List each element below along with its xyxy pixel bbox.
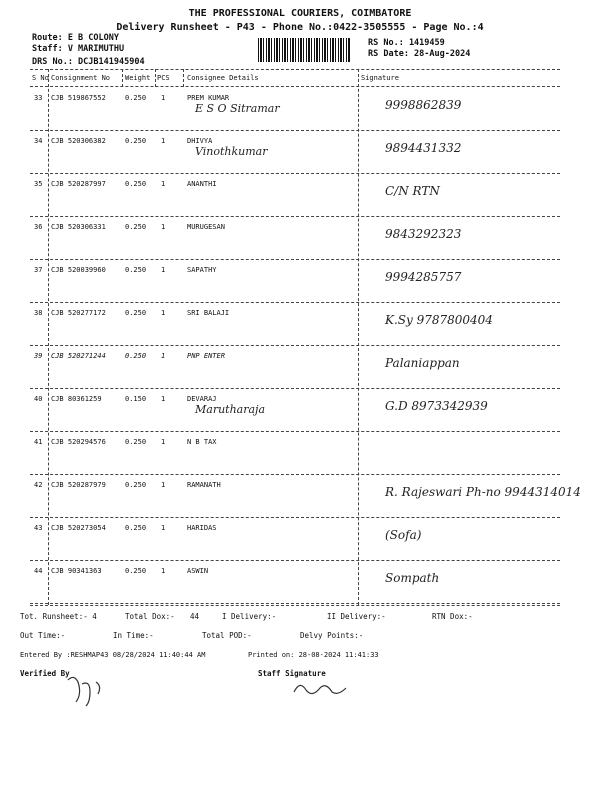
row-consignee: N B TAX (187, 438, 217, 446)
ii-delivery: II Delivery:- (327, 612, 386, 621)
row-sno: 35 (34, 180, 43, 188)
header-signature: Signature (361, 74, 399, 82)
col-divider (48, 69, 49, 605)
row-consignment-no: CJB 90341363 (51, 567, 102, 575)
row-pcs: 1 (161, 309, 166, 317)
row-weight: 0.250 (125, 309, 147, 317)
row-sno: 37 (34, 266, 43, 274)
row-consignee: DHIVYA (187, 137, 213, 145)
route-label: Route: E B COLONY (32, 33, 119, 43)
row-pcs: 1 (161, 223, 166, 231)
row-sno: 36 (34, 223, 43, 231)
row-pcs: 1 (161, 137, 166, 145)
barcode-image (258, 38, 350, 62)
row-consignee: DEVARAJ (187, 395, 217, 403)
rs-date: RS Date: 28-Aug-2024 (368, 49, 471, 59)
total-dox-label: Total Dox:- (125, 612, 175, 621)
row-consignment-no: CJB 519867552 (51, 94, 106, 102)
row-divider (30, 302, 560, 303)
row-consignment-no: CJB 520306331 (51, 223, 106, 231)
row-pcs: 1 (161, 94, 166, 102)
row-signature: 9894431332 (385, 141, 462, 155)
row-sno: 34 (34, 137, 43, 145)
row-consignee: ANANTHI (187, 180, 217, 188)
row-divider (30, 474, 560, 475)
row-signature: Palaniappan (385, 356, 460, 370)
drs-number: DRS No.: DCJB141945904 (32, 57, 145, 67)
row-consignment-no: CJB 520273054 (51, 524, 106, 532)
row-weight: 0.250 (125, 137, 147, 145)
row-signature: (Sofa) (385, 528, 422, 542)
total-pod: Total POD:- (202, 631, 252, 640)
row-weight: 0.250 (125, 352, 147, 360)
row-weight: 0.250 (125, 223, 147, 231)
row-weight: 0.250 (125, 180, 147, 188)
row-sno: 38 (34, 309, 43, 317)
row-divider (30, 560, 560, 561)
delvy-points: Delvy Points:- (300, 631, 364, 640)
out-time: Out Time:- (20, 631, 66, 640)
table-header-border (30, 86, 560, 87)
row-consignment-no: CJB 80361259 (51, 395, 102, 403)
row-consignment-no: CJB 520294576 (51, 438, 106, 446)
row-sno: 44 (34, 567, 43, 575)
row-pcs: 1 (161, 524, 166, 532)
row-divider (30, 517, 560, 518)
col-divider (122, 69, 123, 87)
row-signature: Sompath (385, 571, 440, 585)
row-handwritten-name: Marutharaja (195, 403, 266, 416)
row-weight: 0.250 (125, 481, 147, 489)
row-pcs: 1 (161, 567, 166, 575)
footer-top-border (30, 605, 560, 606)
row-sno: 39 (34, 352, 43, 360)
runsheet-subtitle: Delivery Runsheet - P43 - Phone No.:0422-3505555 - Page No.:4 (116, 22, 484, 33)
header-weight: Weight (125, 74, 151, 82)
row-divider (30, 173, 560, 174)
row-sno: 33 (34, 94, 43, 102)
row-divider (30, 216, 560, 217)
total-dox-value: 44 (190, 612, 200, 621)
row-weight: 0.250 (125, 567, 147, 575)
row-sno: 41 (34, 438, 43, 446)
row-consignment-no: CJB 520039960 (51, 266, 106, 274)
row-pcs: 1 (161, 395, 166, 403)
row-divider (30, 388, 560, 389)
printed-on: Printed on: 28-08-2024 11:41:33 (248, 651, 379, 659)
row-consignee: ASWIN (187, 567, 209, 575)
row-pcs: 1 (161, 438, 166, 446)
row-consignee: HARIDAS (187, 524, 217, 532)
row-handwritten-name: E S O Sitramar (195, 102, 280, 115)
row-pcs: 1 (161, 180, 166, 188)
row-weight: 0.250 (125, 524, 147, 532)
row-signature: 9994285757 (385, 270, 462, 284)
row-sno: 40 (34, 395, 43, 403)
row-divider (30, 431, 560, 432)
row-signature: R. Rajeswari Ph-no 9944314014 (385, 485, 581, 499)
row-consignment-no: CJB 520287979 (51, 481, 106, 489)
table-top-border (30, 69, 560, 70)
staff-signature-mark (290, 678, 350, 700)
runsheet-title: THE PROFESSIONAL COURIERS, COIMBATORE (188, 8, 412, 19)
header-consignment: Consignment No (51, 74, 111, 82)
row-sno: 42 (34, 481, 43, 489)
row-consignee: SRI BALAJI (187, 309, 230, 317)
col-divider (155, 69, 156, 87)
col-divider (183, 69, 184, 87)
tot-runsheet: Tot. Runsheet:- 4 (20, 612, 97, 621)
row-pcs: 1 (161, 266, 166, 274)
row-consignee: RAMANATH (187, 481, 221, 489)
row-signature: K.Sy 9787800404 (385, 313, 493, 327)
i-delivery: I Delivery:- (222, 612, 277, 621)
row-pcs: 1 (161, 352, 166, 360)
row-signature: C/N RTN (385, 184, 440, 198)
row-signature: G.D 8973342939 (385, 399, 488, 413)
row-consignee: MURUGESAN (187, 223, 225, 231)
row-signature: 9843292323 (385, 227, 462, 241)
entered-by: Entered By :RESHMAP43 08/28/2024 11:40:44 AM (20, 651, 206, 659)
row-divider (30, 130, 560, 131)
row-consignment-no: CJB 520271244 (51, 352, 106, 360)
row-weight: 0.250 (125, 266, 147, 274)
row-weight: 0.150 (125, 395, 147, 403)
row-weight: 0.250 (125, 438, 147, 446)
row-consignment-no: CJB 520277172 (51, 309, 106, 317)
row-consignee: SAPATHY (187, 266, 217, 274)
rs-number: RS No.: 1419459 (368, 38, 445, 48)
row-pcs: 1 (161, 481, 166, 489)
row-consignee: PREM KUMAR (187, 94, 230, 102)
staff-label: Staff: V MARIMUTHU (32, 44, 125, 54)
verifier-signature-mark (60, 672, 140, 708)
row-consignment-no: CJB 520287997 (51, 180, 106, 188)
staff-signature-label: Staff Signature (258, 669, 326, 678)
col-divider (358, 69, 359, 605)
in-time: In Time:- (113, 631, 154, 640)
row-weight: 0.250 (125, 94, 147, 102)
row-divider (30, 259, 560, 260)
rtn-dox: RTN Dox:- (432, 612, 473, 621)
row-handwritten-name: Vinothkumar (195, 145, 268, 158)
header-sno: S No (32, 74, 49, 82)
row-consignment-no: CJB 520306382 (51, 137, 106, 145)
row-divider (30, 603, 560, 604)
header-pcs: PCS (157, 74, 170, 82)
row-consignee: PNP ENTER (187, 352, 225, 360)
row-divider (30, 345, 560, 346)
verified-by: Verified By (20, 669, 70, 678)
row-signature: 9998862839 (385, 98, 462, 112)
header-consignee: Consignee Details (187, 74, 259, 82)
row-sno: 43 (34, 524, 43, 532)
